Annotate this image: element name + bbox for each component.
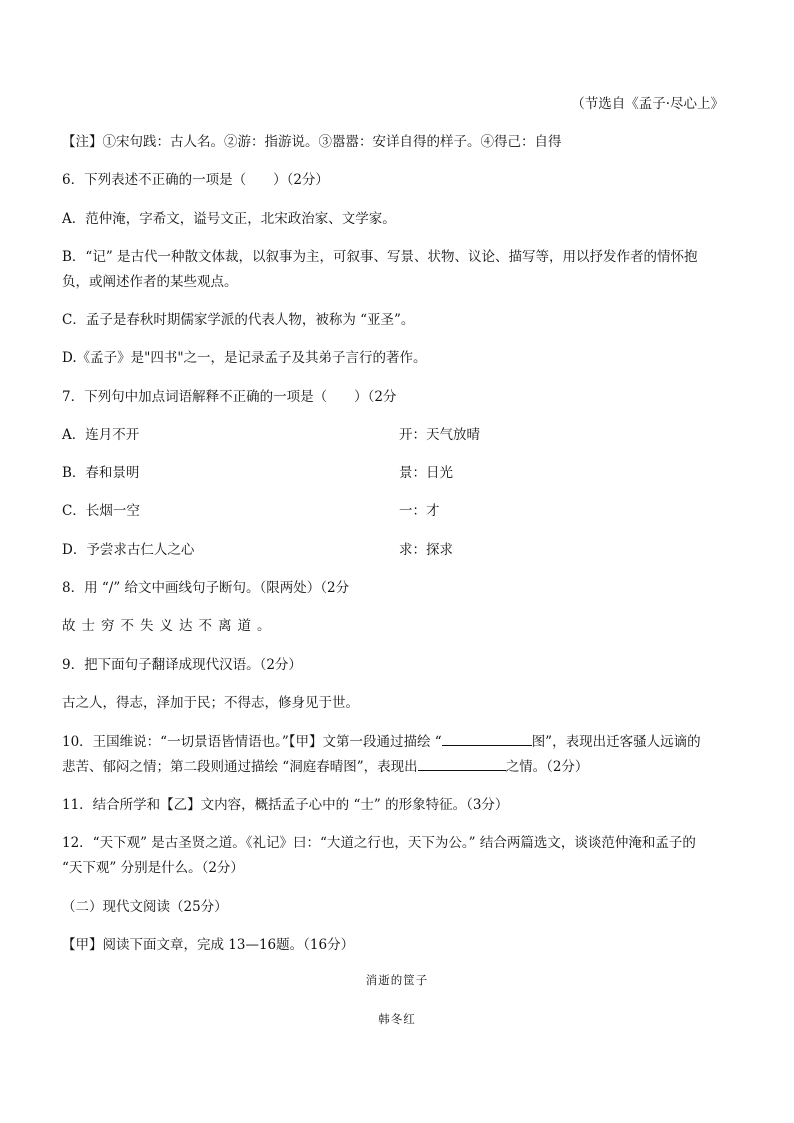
question-6-option-b-line1: B．“记” 是古代一种散文体裁，以叙事为主，可叙事、写景、状物、议论、描写等，用以抒发作者的情怀抱 [62, 249, 698, 265]
question-10-text-c: 悲苦、郁闷之情；第二段则通过描绘 “洞庭春晴图”，表现出 [62, 759, 418, 775]
question-6-option-c: C．孟子是春秋时期儒家学派的代表人物，被称为 “亚圣”。 [62, 312, 415, 328]
question-10-line2 [62, 755, 588, 775]
question-10-line1 [62, 730, 701, 750]
question-6-option-d: D.《孟子》是"四书"之一，是记录孟子及其弟子言行的著作。 [62, 350, 427, 366]
passage-title: 消逝的筐子 [365, 973, 429, 987]
annotation-note: 【注】①宋句践：古人名。②游：指游说。③嚣嚣：安详自得的样子。④得己：自得 [62, 134, 562, 150]
question-6-option-b-line2: 负，或阐述作者的某些观点。 [62, 274, 238, 290]
question-9-sentence: 古之人，得志，泽加于民；不得志，修身见于世。 [62, 695, 359, 711]
passage-author: 韩冬红 [378, 1012, 416, 1026]
question-7-option-b: B．春和景明 [62, 465, 140, 481]
question-7-option-d: D．予尝求古仁人之心 [62, 542, 195, 558]
section-heading: （二）现代文阅读（25分） [62, 899, 228, 915]
question-8-stem: 8．用 “/” 给文中画线句子断句。（限两处）（2分 [62, 580, 350, 596]
question-7-option-b-gloss: 景：日光 [399, 465, 453, 481]
question-7-option-a-gloss: 开：天气放晴 [399, 427, 480, 443]
question-7-option-c-gloss: 一：才 [399, 503, 440, 519]
question-10-text-b: 图”，表现出迁客骚人远谪的 [531, 734, 701, 750]
question-8-sentence: 故士穷不失义达不离道。 [62, 618, 277, 634]
question-7-option-c: C．长烟一空 [62, 503, 140, 519]
question-7-option-a: A．连月不开 [62, 427, 140, 443]
question-6-stem: 6．下列表述不正确的一项是（ ）（2分） [62, 172, 329, 188]
question-7-stem: 7．下列句中加点词语解释不正确的一项是（ ）（2分 [62, 389, 397, 405]
question-10-text-a: 10．王国维说：“一切景语皆情语也。”【甲】文第一段通过描绘 “ [62, 734, 442, 750]
question-12-line1: 12．“天下观” 是古圣贤之道。《礼记》曰：“大道之行也，天下为公。” 结合两篇选文，谈谈范仲淹和孟子的 [62, 835, 696, 851]
answer-blank-2[interactable] [418, 758, 506, 771]
question-6-option-a: A．范仲淹，字希文，谥号文正，北宋政治家、文学家。 [62, 211, 396, 227]
passage-intro: 【甲】阅读下面文章，完成 13—16题。（16分） [62, 937, 355, 953]
source-citation: （节选自《孟子·尽心上》 [571, 96, 724, 112]
question-7-option-d-gloss: 求：探求 [399, 542, 453, 558]
question-12-line2: “天下观” 分别是什么。（2分） [62, 860, 244, 876]
question-11: 11．结合所学和【乙】文内容，概括孟子心中的 “士” 的形象特征。（3分） [62, 797, 509, 813]
question-10-text-d: 之情。（2分） [505, 759, 589, 775]
answer-blank-1[interactable] [442, 733, 532, 746]
question-9-stem: 9．把下面句子翻译成现代汉语。（2分） [62, 657, 302, 673]
